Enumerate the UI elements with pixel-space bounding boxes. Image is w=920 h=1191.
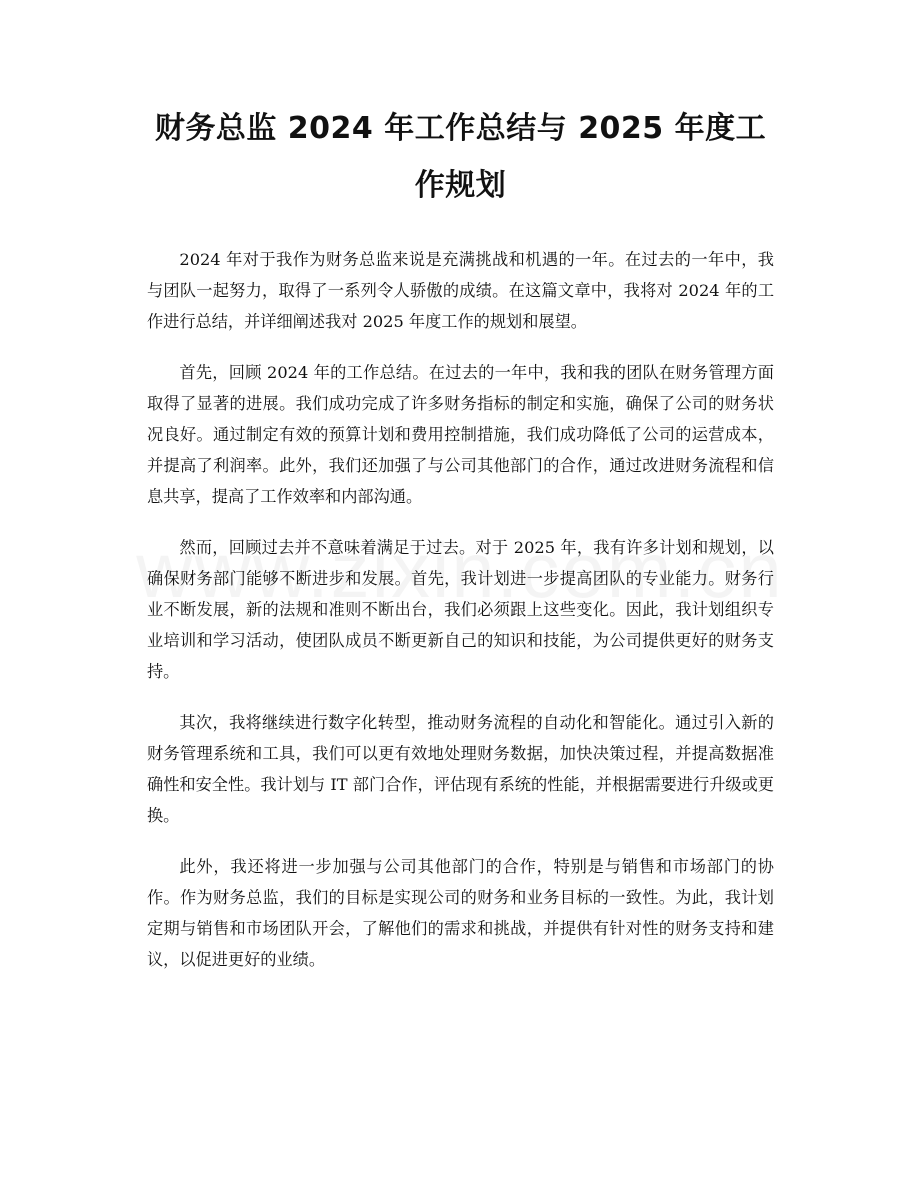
paragraph-plan-collaboration: 此外，我还将进一步加强与公司其他部门的合作，特别是与销售和市场部门的协作。作为财务总监，我们的目标是实现公司的财务和业务目标的一致性。为此，我计划定期与销售和市场团队开会，了解他们的需求和挑战，并提供有针对性的财务支持和建议，以促进更好的业绩。 — [147, 857, 774, 969]
paragraph-plan-training: 然而，回顾过去并不意味着满足于过去。对于 2025 年，我有许多计划和规划，以确保财务部门能够不断进步和发展。首先，我计划进一步提高团队的专业能力。财务行业不断发展，新的法规和准则不断出台，我们必须跟上这些变化。因此，我计划组织专业培训和学习活动，使团队成员不断更新自己的知识和技能，为公司提供更好的财务支持。 — [147, 538, 774, 681]
document-title: 财务总监 2024 年工作总结与 2025 年度工作规划 — [154, 111, 767, 203]
paragraph-plan-digital: 其次，我将继续进行数字化转型，推动财务流程的自动化和智能化。通过引入新的财务管理系统和工具，我们可以更有效地处理财务数据，加快决策过程，并提高数据准确性和安全性。我计划与 IT 部门合作，评估现有系统的性能，并根据需要进行升级或更换。 — [147, 713, 774, 825]
paragraph-review-2024: 首先，回顾 2024 年的工作总结。在过去的一年中，我和我的团队在财务管理方面取得了显著的进展。我们成功完成了许多财务指标的制定和实施，确保了公司的财务状况良好。通过制定有效的预算计划和费用控制措施，我们成功降低了公司的运营成本，并提高了利润率。此外，我们还加强了与公司其他部门的合作，通过改进财务流程和信息共享，提高了工作效率和内部沟通。 — [147, 363, 774, 506]
paragraph-intro: 2024 年对于我作为财务总监来说是充满挑战和机遇的一年。在过去的一年中，我与团队一起努力，取得了一系列令人骄傲的成绩。在这篇文章中，我将对 2024 年的工作进行总结，并详细阐述我对 2025 年度工作的规划和展望。 — [147, 250, 774, 331]
